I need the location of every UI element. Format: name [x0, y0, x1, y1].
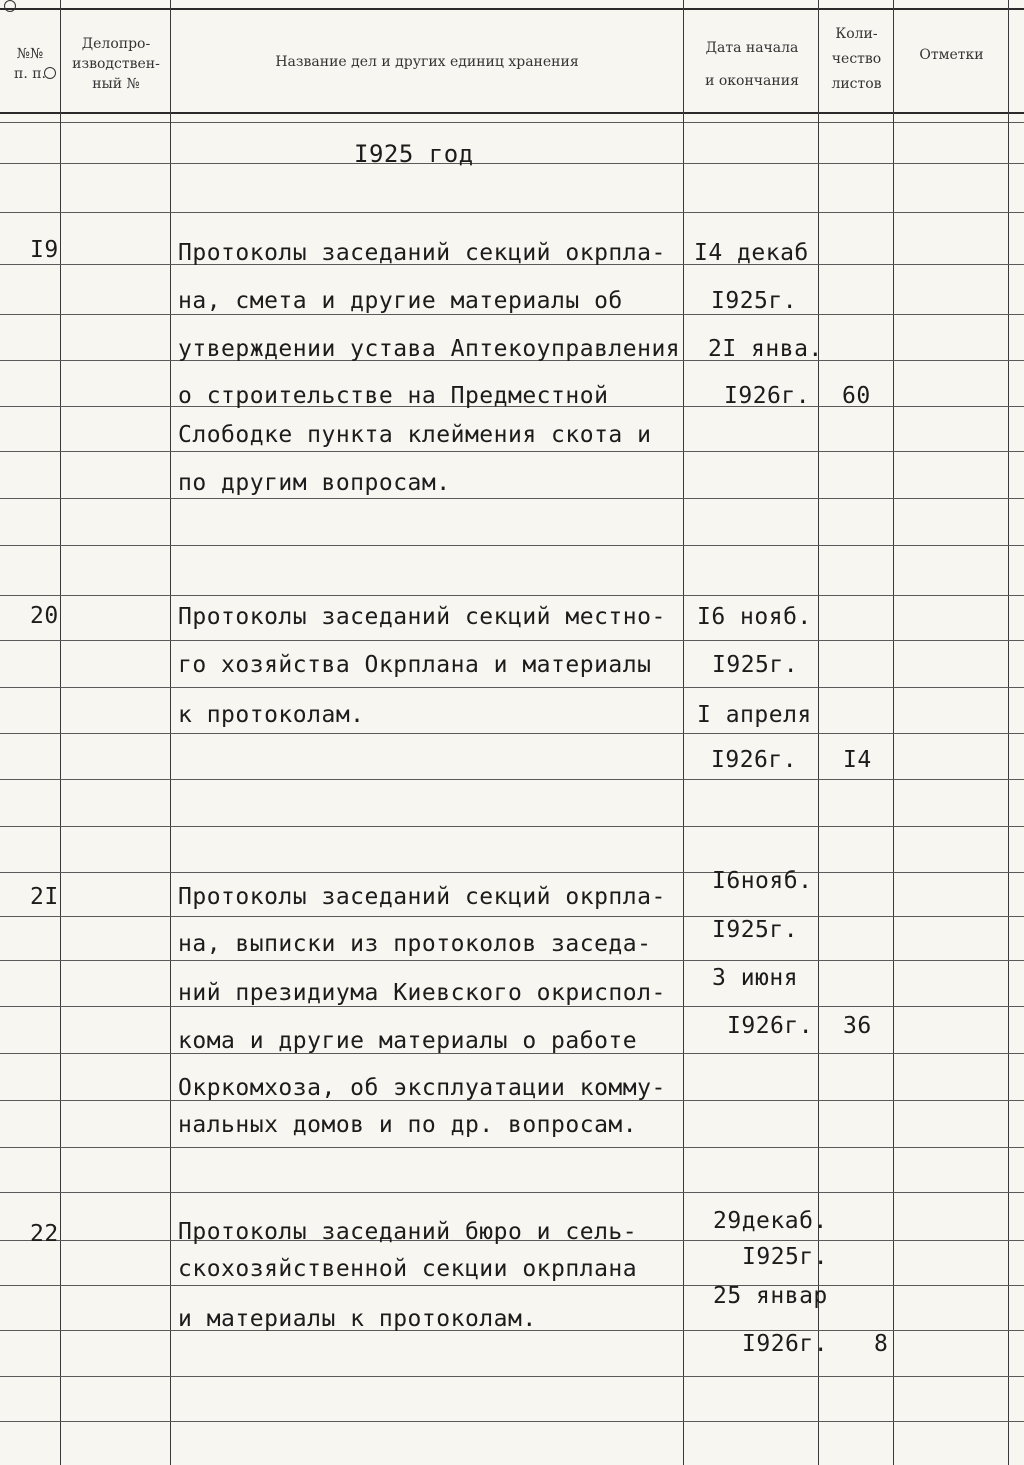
record-number: 2I [30, 884, 59, 910]
header-col-office-number: Делопро- изводствен- ный № [72, 36, 160, 92]
record-title-line: утверждении устава Аптекоуправления [178, 336, 681, 362]
record-title-line: Протоколы заседаний секций окрпла- [178, 240, 666, 266]
header-double-rule [0, 122, 1024, 123]
record-title-line: на, выписки из протоколов заседа- [178, 931, 652, 957]
record-date: 29декаб. [713, 1208, 828, 1234]
record-title-line: го хозяйства Окрплана и материалы [178, 652, 652, 678]
record-title-line: на, смета и другие материалы об [178, 288, 623, 314]
record-date: I4 декаб [694, 240, 809, 266]
header-col-number: №№ п. п. [13, 46, 46, 82]
record-title-line: Окркомхоза, об эксплуатации комму- [178, 1075, 666, 1101]
record-title-line: и материалы к протоколам. [178, 1306, 537, 1332]
binder-hole [4, 0, 16, 12]
record-date: I925г. [711, 288, 798, 314]
record-date: 25 январ [713, 1283, 828, 1309]
record-title-line: скохозяйственной секции окрплана [178, 1256, 638, 1282]
record-date: 3 июня [712, 965, 799, 991]
record-date: I926г. [724, 383, 811, 409]
record-title-line: Протоколы заседаний секций окрпла- [178, 884, 666, 910]
record-sheet-count: I4 [843, 747, 872, 773]
header-col-title: Название дел и других единиц хранения [275, 54, 579, 70]
header-bottom-rule [0, 112, 1024, 114]
record-date: I926г. [742, 1331, 829, 1357]
header-col-sheets: Коли- чество листов [831, 26, 882, 92]
header-col-dates: Дата начала и окончания [705, 40, 799, 89]
record-date: I925г. [712, 917, 799, 943]
header-col-notes: Отметки [919, 47, 984, 63]
record-date: I926г. [727, 1013, 814, 1039]
header-top-rule [0, 8, 1024, 10]
record-sheet-count: 60 [842, 383, 871, 409]
record-date: I925г. [712, 652, 799, 678]
record-title-line: кома и другие материалы о работе [178, 1028, 638, 1054]
record-title-line: ний президиума Киевского окриспол- [178, 980, 666, 1006]
record-title-line: к протоколам. [178, 702, 365, 728]
record-title-line: Протоколы заседаний бюро и сель- [178, 1219, 638, 1245]
record-title-line: нальных домов и по др. вопросам. [178, 1112, 638, 1138]
record-date: I6нояб. [712, 868, 813, 894]
record-title-line: по другим вопросам. [178, 470, 451, 496]
year-heading: I925 год [354, 140, 474, 168]
record-number: I9 [30, 237, 59, 263]
record-number: 22 [30, 1221, 59, 1247]
record-number: 20 [30, 603, 59, 629]
record-date: I апреля [697, 702, 812, 728]
record-date: I926г. [711, 747, 798, 773]
record-title-line: Слободке пункта клеймения скота и [178, 422, 652, 448]
record-title-line: о строительстве на Предместной [178, 383, 609, 409]
record-sheet-count: 8 [874, 1331, 889, 1357]
record-sheet-count: 36 [843, 1013, 872, 1039]
record-date: 2I янва. [708, 336, 823, 362]
record-title-line: Протоколы заседаний секций местно- [178, 604, 666, 630]
record-date: I925г. [742, 1244, 829, 1270]
record-date: I6 нояб. [697, 604, 812, 630]
